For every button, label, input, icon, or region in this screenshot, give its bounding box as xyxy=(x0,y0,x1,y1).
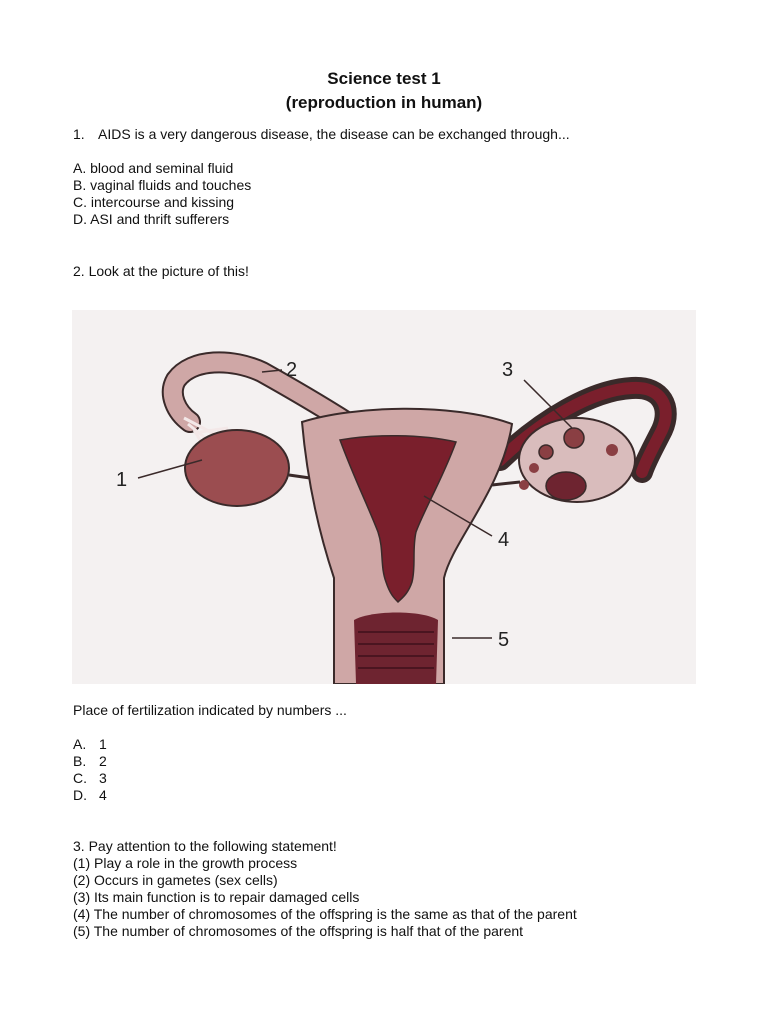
ovarian-follicle xyxy=(606,444,618,456)
figure-label-1: 1 xyxy=(116,469,128,491)
q2-option-c xyxy=(73,770,107,787)
q3-statement-2: (2) Occurs in gametes (sex cells) xyxy=(73,872,278,888)
q2-option-b xyxy=(73,753,107,770)
q1-option-b: B. vaginal fluids and touches xyxy=(73,177,252,193)
uterus-diagram xyxy=(72,310,696,684)
reproductive-system-figure xyxy=(72,310,696,684)
q2-option-c-letter: C. xyxy=(73,770,87,786)
question-1-text: AIDS is a very dangerous disease, the disease can be exchanged through... xyxy=(98,126,570,142)
question-1 xyxy=(73,126,570,143)
figure-label-5: 5 xyxy=(498,629,510,651)
question-1-number: 1. xyxy=(73,126,85,142)
q2-option-a-letter: A. xyxy=(73,736,87,752)
q2-option-d xyxy=(73,787,107,804)
q3-statement-4: (4) The number of chromosomes of the offspring is the same as that of the parent xyxy=(73,906,577,922)
question-2-text: Place of fertilization indicated by numbers ... xyxy=(73,702,347,718)
q2-option-b-letter: B. xyxy=(73,753,87,769)
q3-statement-1: (1) Play a role in the growth process xyxy=(73,855,298,871)
q1-option-d: D. ASI and thrift sufferers xyxy=(73,211,230,227)
page-subtitle: (reproduction in human) xyxy=(285,93,483,112)
q3-statement-3: (3) Its main function is to repair damaged cells xyxy=(73,889,360,905)
q1-option-c: C. intercourse and kissing xyxy=(73,194,235,210)
q2-option-a-value: 1 xyxy=(99,736,107,752)
q3-statement-5: (5) The number of chromosomes of the offspring is half that of the parent xyxy=(73,923,524,939)
q1-option-a: A. blood and seminal fluid xyxy=(73,160,234,176)
right-ovarian-ligament xyxy=(492,482,520,485)
q2-option-c-value: 3 xyxy=(99,770,107,786)
left-ovary xyxy=(185,430,289,506)
q2-option-b-value: 2 xyxy=(99,753,107,769)
question-2-prompt: 2. Look at the picture of this! xyxy=(73,263,249,279)
figure-label-4: 4 xyxy=(498,529,510,551)
corpus-luteum xyxy=(546,472,586,500)
ovarian-follicle xyxy=(529,463,539,473)
page-title: Science test 1 xyxy=(327,69,441,88)
question-3-prompt: 3. Pay attention to the following statement! xyxy=(73,838,337,854)
q2-option-a xyxy=(73,736,107,753)
q2-option-d-value: 4 xyxy=(99,787,107,803)
q2-option-d-letter: D. xyxy=(73,787,87,803)
figure-label-2: 2 xyxy=(286,359,298,381)
vaginal-canal xyxy=(354,613,438,685)
figure-label-3: 3 xyxy=(502,359,514,381)
ovarian-follicle xyxy=(519,480,529,490)
ovarian-follicle xyxy=(539,445,553,459)
ovarian-follicle xyxy=(564,428,584,448)
